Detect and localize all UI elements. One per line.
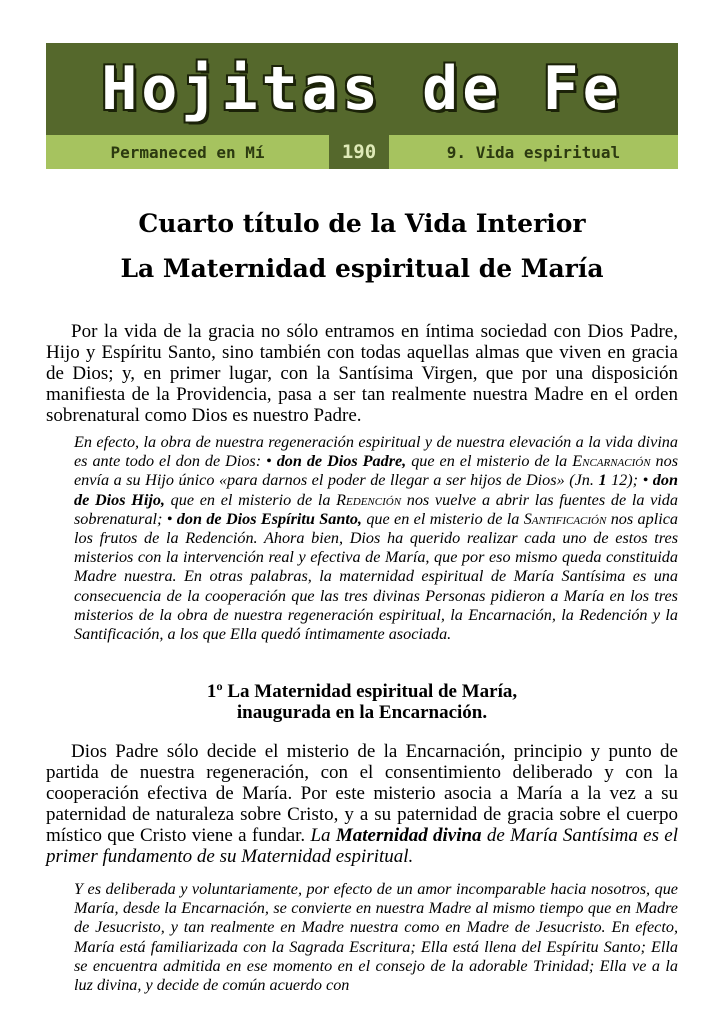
section-heading: [46, 681, 678, 723]
quote-1-text: En efecto, la obra de nuestra regeneración espiritual y de nuestra elevación a la vida divina es ante todo el don de Dios: •: [74, 433, 678, 471]
quote-1-smallcaps: Encarnación: [572, 452, 651, 471]
quote-1-bold: don de Dios Padre,: [276, 452, 407, 471]
quote-1-text: 12); •: [606, 471, 653, 490]
issue-number: 190: [329, 135, 389, 169]
series-name: Permaneced en Mí: [110, 142, 265, 162]
paragraph-intro-text: Por la vida de la gracia no sólo entramos en íntima sociedad con Dios Padre, Hijo y Espíritu Santo, sino también con todas aquellas almas que viven en gracia de Dios; y, en primer lugar, con la Santísima Virgen, que por una disposición manifiesta de la Providencia, pasa a ser tan realmente nuestra Madre en el orden sobrenatural como Dios es nuestro Padre.: [46, 321, 678, 426]
quote-1-text: que en el misterio de la: [361, 509, 524, 528]
document-subtitle: Cuarto título de la Vida Interior: [138, 209, 586, 238]
section-name: 9. Vida espiritual: [446, 142, 621, 162]
paragraph-encarnacion: [46, 741, 678, 867]
paragraph-encarnacion-text: Dios Padre sólo decide el misterio de la Encarnación, principio y punto de partida de nuestra regeneración, con el consentimiento deliberado y con la cooperación efectiva de María. Por este misterio asocia a María a la vez a su paternidad de naturaleza sobre Cristo, y a su paternidad de gracia sobre el cuerpo místico que Cristo viene a fundar.: [46, 741, 678, 846]
quote-2-text: Y es deliberada y voluntariamente, por efecto de un amor incomparable hacia nosotros, que María, desde la Encarnación, se convierte en nuestra Madre al mismo tiempo que en Madre de Jesucristo, y tan realmente en Madre nuestra como en Madre de Jesucristo. En efecto, María está familiarizada con la Sagrada Escritura; Ella está llena del Espíritu Santo; Ella se encuentra admitida en ese momento en el consejo de la adorable Trinidad; Ella ve a la luz divina, y decide de común acuerdo con: [74, 880, 678, 995]
quote-1-text: nos aplica los frutos de la Redención. Ahora bien, Dios ha querido realizar cada uno de estos tres misterios con la intervención real y efectiva de María, que por eso mismo queda constituida Madre nuestra. En otras palabras, la maternidad espiritual de María Santísima es una consecuencia de la cooperación que las tres divinas Personas pidieron a María en los tres misterios de la obra de nuestra regeneración espiritual, la Encarnación, la Redención y la Santificación, a los que Ella quedó íntimamente asociada.: [74, 509, 678, 644]
quote-1-text: nos envía a su Hijo único «para darnos el poder de llegar a ser hijos de Dios» (Jn.: [74, 452, 679, 490]
quote-1-bold: don de Dios Espíritu Santo,: [176, 509, 362, 528]
quote-block-1: [74, 433, 678, 644]
masthead: [46, 43, 678, 169]
publication-title: Hojitas de Fe: [101, 54, 623, 124]
section-heading-line1: 1º La Maternidad espiritual de María,: [206, 681, 518, 702]
paragraph-encarnacion-italic: de María Santísima es el primer fundamento de su Maternidad espiritual.: [46, 825, 678, 867]
paragraph-encarnacion-bold: Maternidad divina: [335, 825, 482, 846]
document-title: La Maternidad espiritual de María: [120, 254, 604, 283]
quote-1-text: nos vuelve a abrir las fuentes de la vida sobrenatural; •: [74, 490, 678, 528]
quote-block-2: [74, 880, 678, 995]
quote-1-bold: don de Dios Hijo,: [74, 471, 678, 509]
masthead-banner: [46, 43, 678, 135]
section-heading-line2: inaugurada en la Encarnación.: [236, 702, 488, 723]
masthead-subbar: [46, 135, 678, 169]
quote-1-text: que en el misterio de la: [164, 490, 337, 509]
paragraph-intro: [46, 321, 678, 426]
quote-1-smallcaps: Santificación: [523, 509, 607, 528]
quote-1-smallcaps: Redención: [336, 490, 402, 509]
quote-1-bold: 1: [598, 471, 607, 490]
quote-1-text: que en el misterio de la: [406, 452, 573, 471]
paragraph-encarnacion-italic: La: [310, 825, 336, 846]
